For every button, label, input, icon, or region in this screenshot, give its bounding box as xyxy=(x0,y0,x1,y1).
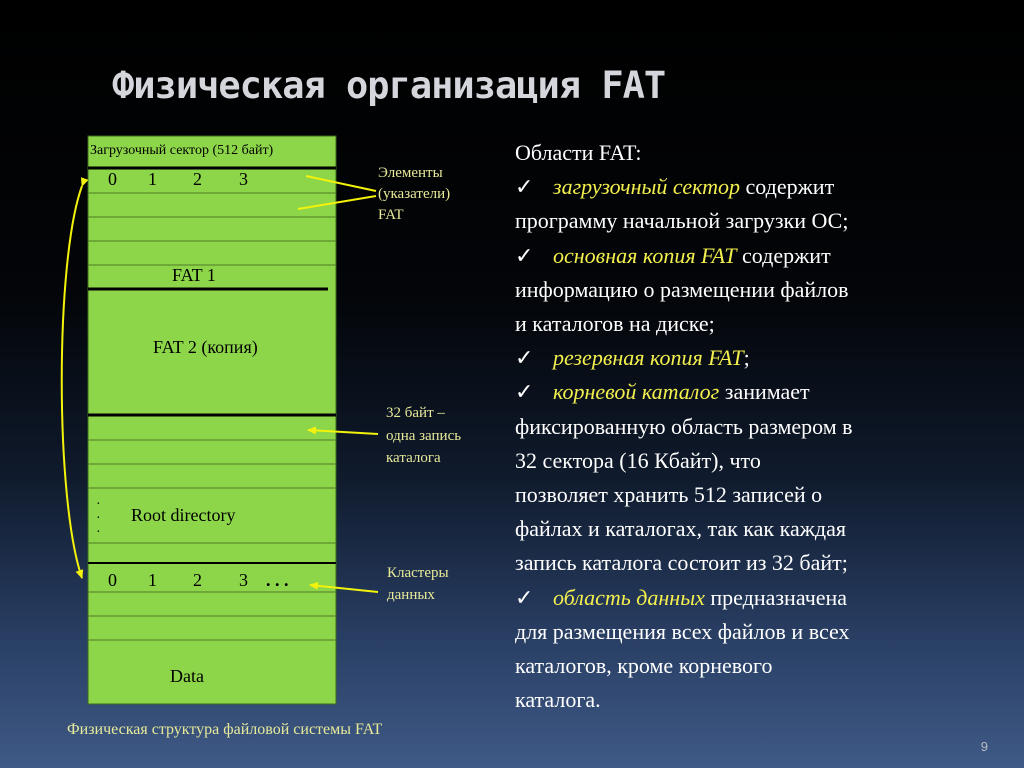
area-text-continuation: каталогов, кроме корневого xyxy=(515,653,773,679)
data-index-3: 3 xyxy=(239,570,248,590)
root-dir-dot-1: · xyxy=(96,497,101,512)
data-index-2: 2 xyxy=(193,570,202,590)
fat2-label: FAT 2 (копия) xyxy=(153,337,258,357)
diagram-caption: Физическая структура файловой системы FAT xyxy=(67,721,383,738)
root-dir-label: Root directory xyxy=(131,505,236,525)
data-index-1: 1 xyxy=(148,570,157,590)
area-text: предназначена xyxy=(704,584,848,610)
area-text-continuation: 32 сектора (16 Кбайт), что xyxy=(515,447,761,473)
area-text-continuation: каталога. xyxy=(515,687,601,713)
area-text: содержит xyxy=(740,174,835,200)
area-text-continuation: файлах и каталогах, так как каждая xyxy=(515,516,847,542)
area-text: ; xyxy=(743,345,750,371)
fat-area-item-boot xyxy=(515,170,1005,204)
fat-area-item-fat-main xyxy=(515,239,1005,273)
fat-to-cluster-arrow xyxy=(62,186,82,578)
area-text-continuation: для размещения всех файлов и всех xyxy=(515,618,850,644)
data-index-ellipsis: . . . xyxy=(266,570,289,590)
elements-annotation xyxy=(378,163,450,226)
area-text-continuation: фиксированную область размером в xyxy=(515,413,853,439)
data-index-0: 0 xyxy=(108,570,117,590)
check-icon: ✓ xyxy=(515,242,534,268)
fat1-label: FAT 1 xyxy=(172,265,216,285)
area-term: корневой каталог xyxy=(553,379,720,405)
record-annotation-line-2: одна запись xyxy=(386,427,462,444)
area-text-continuation: программу начальной загрузки ОС; xyxy=(515,208,849,234)
check-icon: ✓ xyxy=(515,584,534,610)
clusters-annotation-line-2: данных xyxy=(387,587,435,603)
check-icon: ✓ xyxy=(515,174,534,200)
fat-area-item-root xyxy=(515,375,1005,409)
area-term: резервная копия FAT xyxy=(553,345,744,371)
area-text-continuation: запись каталога состоит из 32 байт; xyxy=(515,550,848,576)
area-text: занимает xyxy=(719,379,810,405)
root-dir-dot-3: · xyxy=(96,525,101,540)
record-annotation-line-1: 32 байт – xyxy=(386,405,445,421)
check-icon: ✓ xyxy=(515,345,534,371)
elements-annotation-line-2: (указатели) xyxy=(378,186,451,202)
area-term: основная копия FAT xyxy=(553,242,737,268)
page-number: 9 xyxy=(980,739,988,754)
slide-title: Физическая организация FAT xyxy=(112,64,666,107)
fat-areas-description xyxy=(515,136,1005,717)
area-term: область данных xyxy=(553,584,705,610)
area-term: загрузочный сектор xyxy=(553,174,741,200)
area-text: содержит xyxy=(736,242,831,268)
clusters-annotation-line-1: Кластеры xyxy=(387,565,449,581)
check-icon: ✓ xyxy=(515,379,534,405)
area-text-continuation: и каталогов на диске; xyxy=(515,311,715,337)
disk-block xyxy=(88,136,336,704)
area-text-continuation: информацию о размещении файлов xyxy=(515,276,849,302)
fat-index-3: 3 xyxy=(239,169,248,189)
fat-areas-heading: Области FAT: xyxy=(515,140,642,165)
fat-area-item-fat-backup xyxy=(515,341,1005,375)
boot-sector-label: Загрузочный сектор (512 байт) xyxy=(90,143,274,158)
fat-index-0: 0 xyxy=(108,169,117,189)
area-text-continuation: позволяет хранить 512 записей о xyxy=(515,482,823,508)
record-annotation xyxy=(386,402,461,470)
elements-annotation-line-3: FAT xyxy=(378,207,404,223)
record-annotation-line-3: каталога xyxy=(386,450,441,466)
elements-annotation-line-1: Элементы xyxy=(378,165,443,181)
fat-area-item-data xyxy=(515,581,1005,615)
clusters-annotation xyxy=(387,562,449,606)
root-dir-dot-2: · xyxy=(96,511,101,526)
data-label: Data xyxy=(170,666,204,686)
fat-index-2: 2 xyxy=(193,169,202,189)
fat-index-1: 1 xyxy=(148,169,157,189)
